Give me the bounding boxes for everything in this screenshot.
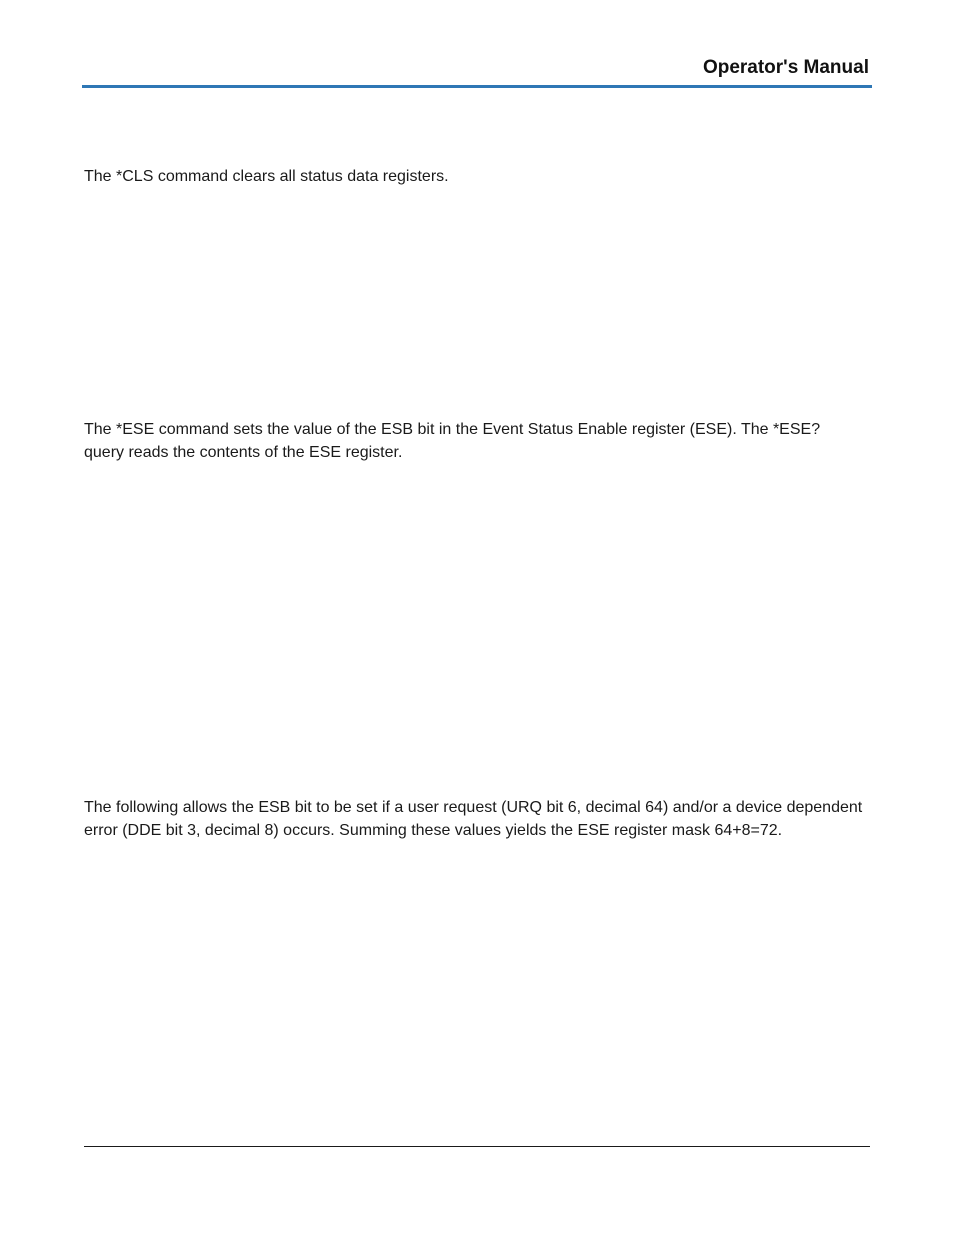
footer-divider — [84, 1146, 870, 1147]
header-divider — [82, 85, 872, 88]
paragraph-cls-command: The *CLS command clears all status data registers. — [84, 168, 449, 185]
paragraph-ese-command: The *ESE command sets the value of the ESB bit in the Event Status Enable register (ESE). The *ESE? query reads the contents of the ESE register. — [84, 421, 821, 461]
page-header-title: Operator's Manual — [702, 57, 869, 78]
paragraph-ese-example: The following allows the ESB bit to be set if a user request (URQ bit 6, decimal 64) and/or a device dependent error (DDE bit 3, decimal 8) occurs. Summing these values yields the ESE register mask 64+8=72. — [84, 799, 863, 839]
